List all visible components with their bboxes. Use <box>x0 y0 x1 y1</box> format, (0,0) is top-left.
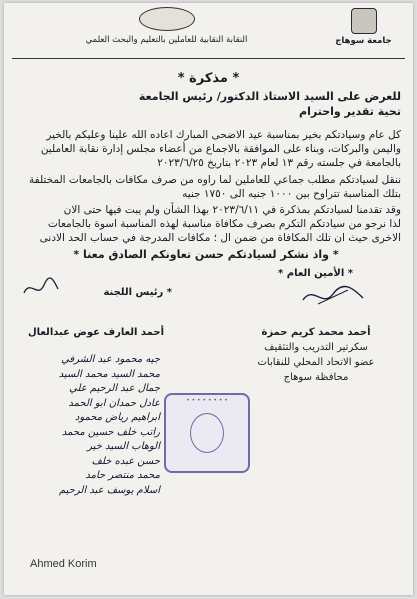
union-name: النقابة النقابية للعاملين بالتعليم والبحث العلمي <box>85 35 248 45</box>
body-line-7: لذا نرجو من سيادتكم التكرم بصرف مكافاة مناسبة لهذه المناسبة اسوة بالجامعات <box>47 218 401 230</box>
memo-title: * مذكرة * <box>177 71 240 86</box>
secretary-signature-icon <box>298 280 368 310</box>
body-line-4: ننقل لسيادتكم مطلب جماعي للعاملين لما راوه من صرف مكافات بالجامعات المختلفة <box>29 174 401 186</box>
header-divider <box>12 58 405 59</box>
university-crest-icon <box>351 8 377 34</box>
union-header <box>44 7 289 45</box>
university-name: جامعة سوهاج <box>335 36 392 46</box>
addressee-line: للعرض على السيد الاستاذ الدكتور/ رئيس الجامعة <box>138 90 401 103</box>
handwritten-name: جمال عبد الرحيم علي <box>69 383 160 394</box>
body-line-8: الاخرى حيث ان تلك المكافاة من ضمن ال ؛ مكافات المدرجة في حساب الحد الادنى <box>39 232 401 244</box>
handwritten-name: الوهاب السيد خير <box>87 441 160 452</box>
handwritten-name: محمد السيد محمد السيد <box>58 368 160 380</box>
handwritten-name: جيه محمود عبد الشرفي <box>61 354 160 365</box>
body-line-2: واليمن والبركات، وبناء على الموافقة بالاجماع من أعضاء مجلس إدارة نقابة العاملين <box>40 143 401 155</box>
stamp-border-text-icon: • • • • • • • • <box>186 397 228 404</box>
chair-name: أحمد العارف عوض عبدالعال <box>27 327 164 338</box>
handwritten-name: راتب خلف حسين محمد <box>61 426 160 438</box>
handwritten-name: اسلام يوسف عبد الرحيم <box>59 484 160 496</box>
handwritten-names-list <box>20 353 160 498</box>
footer-english-name: Ahmed Korim <box>30 558 97 570</box>
body-line-5: بتلك المناسبة تتراوح بين ١٠٠٠ جنيه الى ١٧٥٠ جنيه <box>182 188 401 200</box>
handwritten-name: محمد منتصر حامد <box>85 470 160 481</box>
chair-signature-icon <box>20 273 60 303</box>
secretary-title: * الأمين العام * <box>278 268 353 279</box>
handwritten-name: ابراهيم رياض محمود <box>74 412 160 423</box>
official-stamp <box>164 393 250 473</box>
body-line-6: وقد تقدمنا لسيادتكم بمذكرة في ٢٠٢٣/٦/١١ بهذا الشأن ولم يبت فيها حتى الان <box>63 204 401 216</box>
secretary-role: سكرتير التدريب والتثقيف <box>264 342 368 353</box>
secretary-name: أحمد محمد كريم حمزة <box>261 327 371 338</box>
chair-title: * رئيس اللجنة <box>103 287 172 298</box>
body-line-1: كل عام وسيادتكم بخير بمناسبة عيد الاضحى المبارك اعاده الله علينا وعليكم بالخير <box>46 129 401 141</box>
union-logo-icon <box>139 7 195 31</box>
greeting-line: تحية تقدير واحترام <box>299 105 401 118</box>
closing-line: * واذ نشكر لسيادتكم حسن تعاونكم الصادق معنا * <box>73 248 339 261</box>
handwritten-name: عادل حمدان ابو الحمد <box>68 397 160 409</box>
stamp-emblem-icon <box>190 413 224 453</box>
handwritten-name: حسن عبده خلف <box>91 455 160 467</box>
body-line-3: بالجامعة في جلسته رقم ١٣ لعام ٢٠٢٣ بتاريخ ٢٠٢٣/٦/٢٥ <box>157 157 401 169</box>
university-header <box>326 8 401 46</box>
secretary-governorate: محافظة سوهاج <box>283 372 349 383</box>
document-page <box>4 3 413 595</box>
secretary-member: عضو الاتحاد المحلي للنقابات <box>257 357 375 368</box>
